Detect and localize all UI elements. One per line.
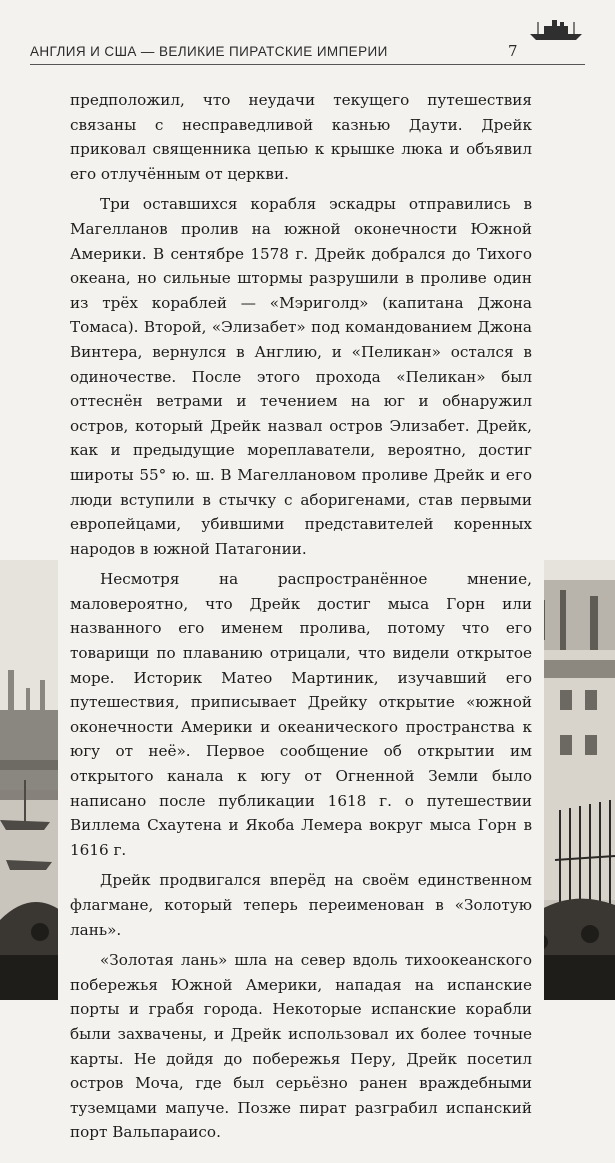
header-rule (30, 64, 585, 65)
paragraph: «Золотая лань» шла на север вдоль тихоокеанского побережья Южной Америки, нападая на испанские порты и грабя города. Некоторые испанские корабли были захвачены, и Дрейк использовал их более точные карты. Не дойдя до побережья Перу, Дрейк посетил остров Моча, где был серьёзно ранен враждебными туземцами мапуче. Позже пират разграбил испанский порт Вальпараисо. (70, 951, 532, 1142)
body-text (58, 80, 544, 1163)
page-number: 7 (508, 42, 518, 60)
paragraph: предположил, что неудачи текущего путешествия связаны с несправедливой казнью Даути. Дрейк приковал священника цепью к крышке люка и объявил его отлучённым от церкви. (70, 91, 532, 183)
running-header (0, 0, 615, 62)
running-header-title: АНГЛИЯ И США — ВЕЛИКИЕ ПИРАТСКИЕ ИМПЕРИИ (30, 44, 388, 59)
paragraph: Три оставшихся корабля эскадры отправились в Магелланов пролив на южной оконечности Южной Америки. В сентябре 1578 г. Дрейк добрался до Тихого океана, но сильные штормы разрушили в проливе один из трёх кораблей — «Мэриголд» (капитана Джона Томаса). Второй, «Элизабет» под командованием Джона Винтера, вернулся в Англию, и «Пеликан» остался в одиночестве. После этого прохода «Пеликан» был оттеснён ветрами и течением на юг и обнаружил остров, который Дрейк назвал остров Элизабет. Дрейк, как и предыдущие мореплаватели, вероятно, достиг широты 55° ю. ш. В Магеллановом проливе Дрейк и его люди вступили в стычку с аборигенами, став первыми европейцами, убившими представителей коренных народов в южной Патагонии. (70, 195, 532, 558)
ship-icon (526, 16, 586, 42)
paragraph: Несмотря на распространённое мнение, маловероятно, что Дрейк достиг мыса Горн или названного его именем пролива, потому что его товарищи по плаванию отрицали, что видели открытое море. Историк Матео Мартиник, изучавший его путешествия, приписывает Дрейку открытие «южной оконечности Америки и океанического пространства к югу от неё». Первое сообщение об открытии им открытого канала к югу от Огненной Земли было написано после публикации 1618 г. о путешествии Виллема Схаутена и Якоба Лемера вокруг мыса Горн в 1616 г. (70, 570, 532, 859)
paragraph: Дрейк продвигался вперёд на своём единственном флагмане, который теперь переименован в «Золотую лань». (70, 871, 532, 939)
